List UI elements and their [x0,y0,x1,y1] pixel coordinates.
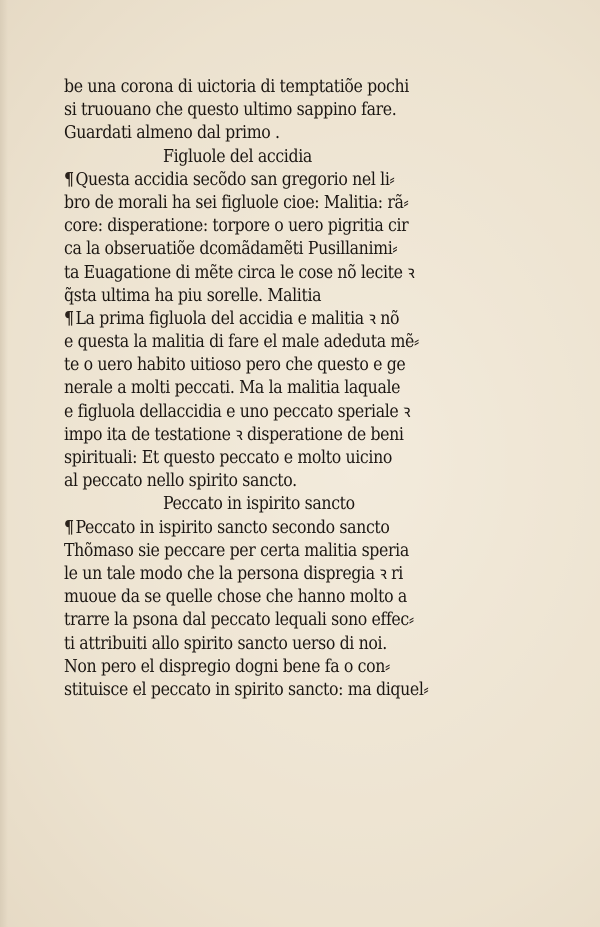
text-line: Guardati almeno dal primo . [64,123,280,144]
paragraph-start: La prima figluola del accidia e malitia ꝛ nõ [75,308,400,329]
paragraph-start: Questa accidia secõdo san gregorio nel li⸗ [75,169,395,190]
text-line: te o uero habito uitioso pero che questo e ge [64,355,406,376]
text-line: e questa la malitia di fare el male adeduta mẽ⸗ [64,332,419,353]
text-line: muoue da se quelle chose che hanno molto a [64,587,407,608]
text-line [64,308,442,331]
text-line: al peccato nello spirito sancto. [64,471,297,492]
text-line: trarre la psona dal peccato lequali sono effec⸗ [64,610,414,631]
text-line: ta Euagatione di mẽte circa le cose nõ lecite ꝛ [64,262,415,283]
text-line: si truouano che questo ultimo sappino fare. [64,100,397,121]
text-line: le un tale modo che la persona dispregia ꝛ ri [64,563,403,584]
paragraph-mark-icon: ¶ [64,308,74,329]
text-line: be una corona di uictoria di temptatiõe pochi [64,77,409,97]
text-line: q̃sta ultima ha piu sorelle. Malitia [64,285,322,306]
text-line: e figluola dellaccidia e uno peccato speriale ꝛ [64,401,411,422]
text-line: nerale a molti peccati. Ma la malitia laquale [64,378,401,399]
text-line: ca la obseruatiõe dcomãdamẽti Pusillanimi⸗ [64,239,398,260]
text-line: ti attribuiti allo spirito sancto uerso di noi. [64,633,387,654]
text-line: Thõmaso sie peccare per certa malitia speria [64,540,409,561]
text-line: Non pero el dispregio dogni bene fa o con⸗ [64,656,390,677]
text-line: core: disperatione: torpore o uero pigritia cir [64,216,409,237]
page-edge-shadow [0,0,8,927]
text-line [64,169,442,192]
paragraph-start: Peccato in ispirito sancto secondo sancto [75,517,390,538]
section-heading: Peccato in ispirito sancto [163,494,355,515]
text-line: bro de morali ha sei figluole cioe: Malitia: rã⸗ [64,192,409,213]
text-line: stituisce el peccato in spirito sancto: ma diquel⸗ [64,679,429,700]
text-line: spirituali: Et questo peccato e molto uicino [64,448,392,468]
section-heading: Figluole del accidia [163,146,312,167]
text-line [64,517,442,540]
text-column [64,76,484,702]
paragraph-mark-icon: ¶ [64,169,74,190]
text-line: impo ita de testatione ꝛ disperatione de beni [64,424,404,445]
paragraph-mark-icon: ¶ [64,517,74,538]
